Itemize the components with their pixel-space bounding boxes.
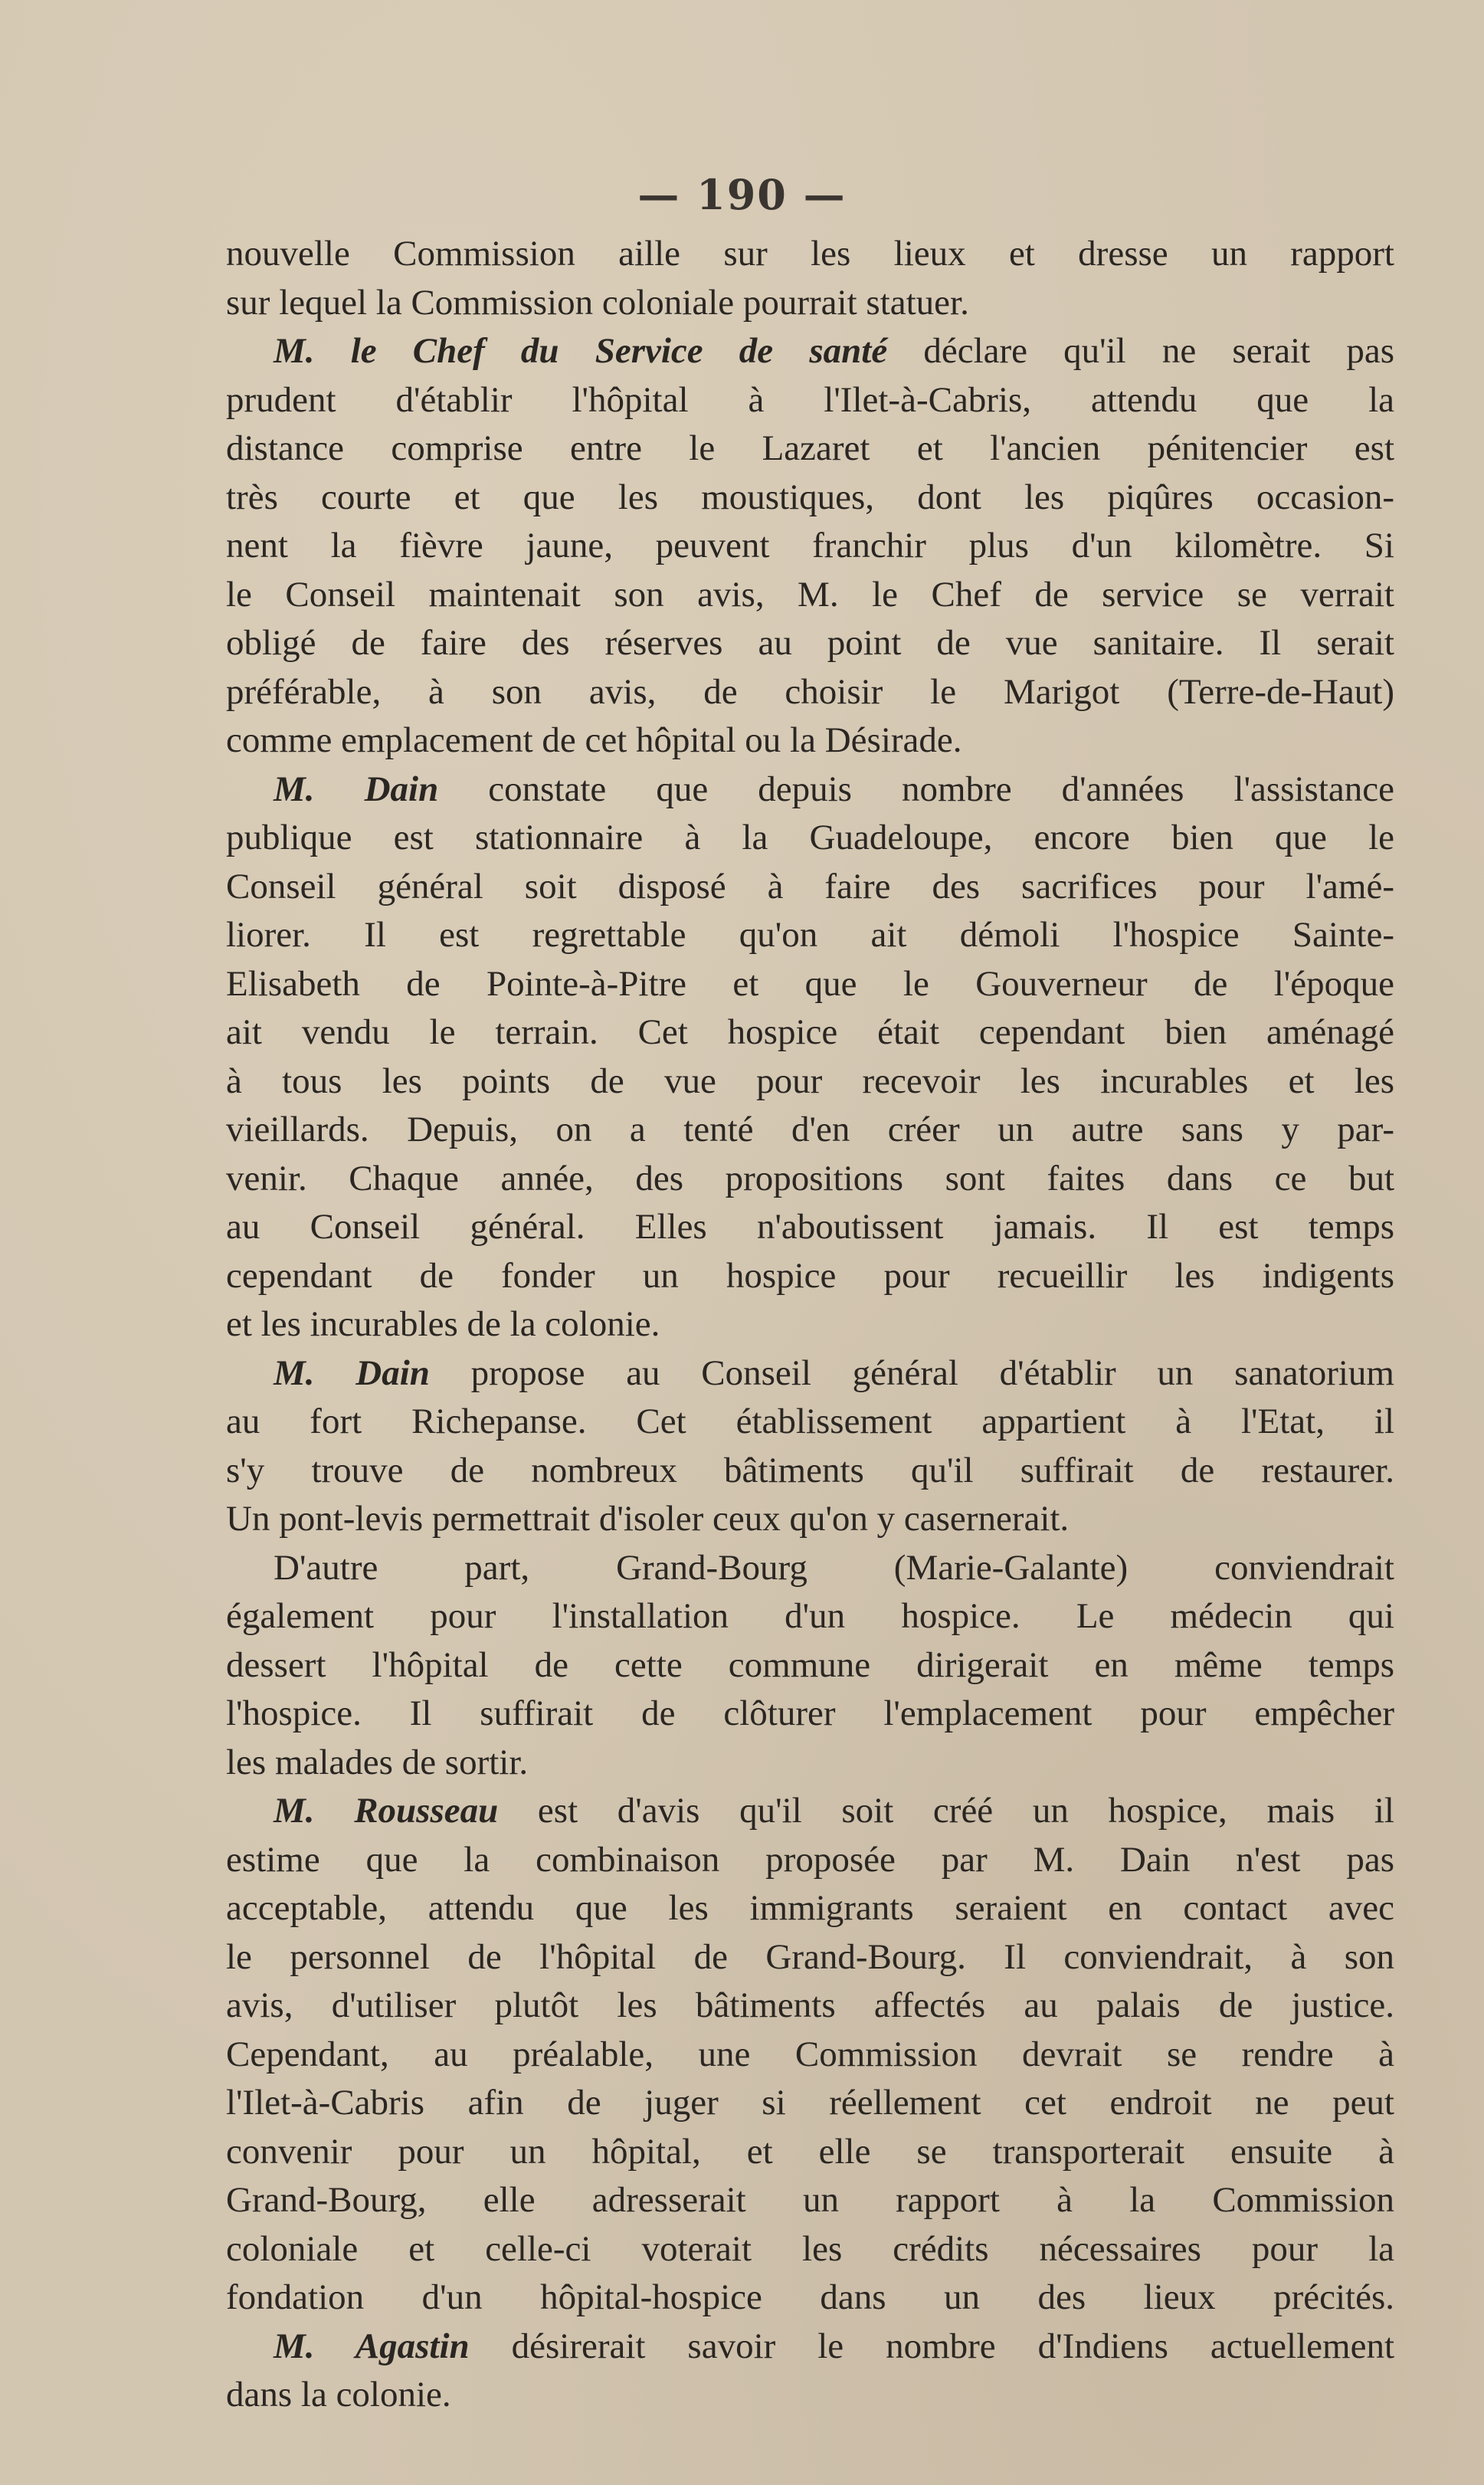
- text-line: et les incurables de la colonie.: [226, 1304, 660, 1344]
- text-line: au Conseil général. Elles n'aboutissent jamais. Il est temps: [226, 1207, 1394, 1247]
- text-line: [226, 765, 1394, 815]
- text-line: au fort Richepanse. Cet établissement appartient à l'Etat, il: [226, 1402, 1394, 1441]
- text-line: [226, 327, 1394, 376]
- text-line: le personnel de l'hôpital de Grand-Bourg. Il conviendrait, à son: [226, 1936, 1394, 1977]
- text-line: l'Ilet-à-Cabris afin de juger si réellement cet endroit ne peut: [226, 2083, 1394, 2123]
- paragraph-2: [226, 327, 1394, 765]
- text-line: comme emplacement de cet hôpital ou la Désirade.: [226, 720, 962, 760]
- text-fragment: déclare qu'il ne serait pas: [887, 331, 1394, 371]
- text-line: [226, 2323, 1394, 2372]
- text-fragment: désirerait savoir le nombre d'Indiens actuellement: [469, 2326, 1394, 2366]
- text-line: D'autre part, Grand-Bourg (Marie-Galante) conviendrait: [274, 1547, 1394, 1588]
- speaker-name: M. Dain: [274, 1352, 430, 1393]
- text-line: très courte et que les moustiques, dont les piqûres occasion-: [226, 477, 1394, 517]
- body-text: [226, 230, 1394, 2420]
- paragraph-6: [226, 1787, 1394, 2323]
- text-line: Un pont-levis permettrait d'isoler ceux qu'on y casernerait.: [226, 1499, 1070, 1539]
- text-line: Cependant, au préalable, une Commission devrait se rendre à: [226, 2034, 1394, 2074]
- text-line: obligé de faire des réserves au point de vue sanitaire. Il serait: [226, 623, 1394, 663]
- text-line: fondation d'un hôpital-hospice dans un des lieux précités.: [226, 2277, 1394, 2317]
- text-fragment: constate que depuis nombre d'années l'assistance: [438, 769, 1394, 809]
- text-line: vieillards. Depuis, on a tenté d'en créer un autre sans y par-: [226, 1110, 1394, 1149]
- text-line: avis, d'utiliser plutôt les bâtiments affectés au palais de justice.: [226, 1985, 1394, 2025]
- text-line: les malades de sortir.: [226, 1742, 529, 1782]
- text-line: [226, 1349, 1394, 1398]
- text-line: liorer. Il est regrettable qu'on ait démoli l'hospice Sainte-: [226, 915, 1394, 955]
- paragraph-4: [226, 1349, 1394, 1544]
- text-line: nent la fièvre jaune, peuvent franchir plus d'un kilomètre. Si: [226, 526, 1394, 566]
- text-line: le Conseil maintenait son avis, M. le Chef de service se verrait: [226, 574, 1394, 615]
- paragraph-1: [226, 230, 1394, 327]
- text-line: dans la colonie.: [226, 2375, 451, 2415]
- page-number: — 190 —: [637, 170, 847, 219]
- text-line: l'hospice. Il suffirait de clôturer l'emplacement pour empêcher: [226, 1693, 1394, 1733]
- text-line: à tous les points de vue pour recevoir les incurables et les: [226, 1061, 1394, 1101]
- paragraph-7: [226, 2323, 1394, 2420]
- text-line: Grand-Bourg, elle adresserait un rapport à la Commission: [226, 2180, 1394, 2220]
- text-line: distance comprise entre le Lazaret et l'ancien pénitencier est: [226, 428, 1394, 468]
- text-line: dessert l'hôpital de cette commune dirigerait en même temps: [226, 1644, 1394, 1685]
- paragraph-5: [226, 1544, 1394, 1788]
- text-line: nouvelle Commission aille sur les lieux et dresse un rapport: [226, 234, 1394, 274]
- text-line: sur lequel la Commission coloniale pourrait statuer.: [226, 282, 969, 323]
- text-fragment: est d'avis qu'il soit créé un hospice, mais il: [498, 1791, 1394, 1831]
- text-line: [226, 1787, 1394, 1836]
- text-line: coloniale et celle-ci voterait les crédits nécessaires pour la: [226, 2228, 1394, 2269]
- text-line: Elisabeth de Pointe-à-Pitre et que le Gouverneur de l'époque: [226, 963, 1394, 1004]
- speaker-name: M. le Chef du Service de santé: [274, 331, 888, 371]
- text-line: préférable, à son avis, de choisir le Marigot (Terre-de-Haut): [226, 671, 1394, 712]
- text-line: publique est stationnaire à la Guadeloupe, encore bien que le: [226, 818, 1394, 857]
- speaker-name: M. Dain: [274, 769, 439, 809]
- text-fragment: propose au Conseil général d'établir un sanatorium: [429, 1352, 1394, 1393]
- text-line: venir. Chaque année, des propositions sont faites dans ce but: [226, 1158, 1394, 1198]
- speaker-name: M. Agastin: [274, 2326, 470, 2366]
- paragraph-3: [226, 765, 1394, 1349]
- text-line: ait vendu le terrain. Cet hospice était cependant bien aménagé: [226, 1012, 1394, 1052]
- text-line: convenir pour un hôpital, et elle se transporterait ensuite à: [226, 2131, 1394, 2172]
- text-line: également pour l'installation d'un hospice. Le médecin qui: [226, 1596, 1394, 1636]
- text-line: acceptable, attendu que les immigrants seraient en contact avec: [226, 1888, 1394, 1928]
- text-line: Conseil général soit disposé à faire des sacrifices pour l'amé-: [226, 866, 1394, 906]
- text-line: estime que la combinaison proposée par M. Dain n'est pas: [226, 1839, 1394, 1880]
- text-line: s'y trouve de nombreux bâtiments qu'il suffirait de restaurer.: [226, 1450, 1394, 1490]
- text-line: cependant de fonder un hospice pour recueillir les indigents: [226, 1255, 1394, 1296]
- speaker-name: M. Rousseau: [274, 1791, 499, 1831]
- text-line: prudent d'établir l'hôpital à l'Ilet-à-Cabris, attendu que la: [226, 379, 1394, 420]
